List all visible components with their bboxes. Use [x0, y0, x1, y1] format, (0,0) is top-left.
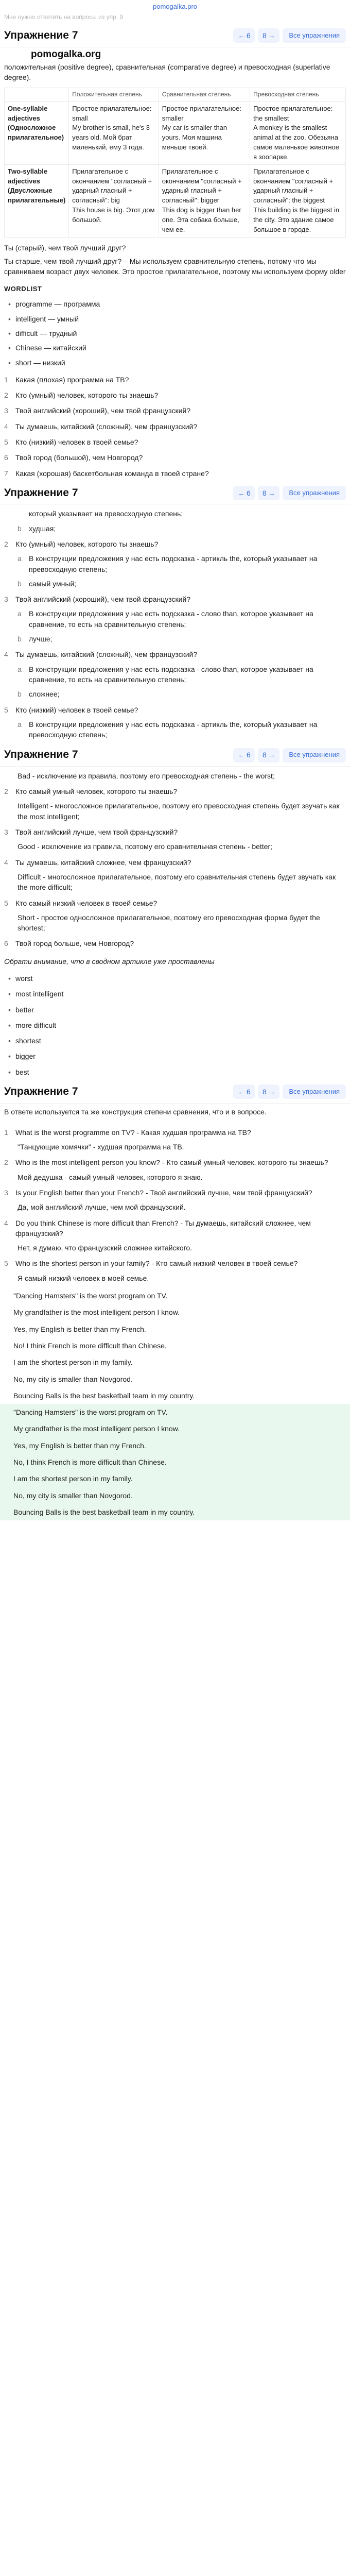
arrow-left-icon: ←	[237, 31, 245, 40]
item-text: No, my city is smaller than Novgorod.	[13, 1375, 133, 1383]
articles-note: Обрати внимание, что в сводном артикле уже проставлены	[4, 957, 215, 965]
next-exercise-button[interactable]	[258, 748, 279, 762]
item-number: 4	[4, 1218, 8, 1227]
list-item	[0, 1337, 350, 1354]
prev-exercise-button[interactable]	[233, 28, 255, 43]
item-text: No, I think French is more difficult than Chinese.	[13, 1458, 167, 1467]
all-exercises-button[interactable]: Все упражнения	[283, 486, 346, 500]
item-text: Do you think Chinese is more difficult than French? - Ты думаешь, китайский сложнее, чем французский?	[15, 1218, 311, 1238]
item-text: Ты думаешь, китайский (сложный), чем французский?	[15, 422, 198, 431]
answer-question	[4, 1154, 346, 1170]
answer-text: Нет, я думаю, что французский сложнее китайского.	[18, 1244, 192, 1252]
prev-exercise-number: 6	[246, 751, 251, 759]
item-text: I am the shortest person in my family.	[13, 1475, 133, 1483]
hint-question	[4, 536, 346, 551]
list-item	[4, 372, 346, 387]
item-number: 1	[4, 1128, 8, 1137]
exercise-header	[0, 25, 350, 47]
answer-line	[4, 1200, 346, 1214]
explain-text: Short - простое односложное прилагательное, поэтому его превосходная форма будет the shortest;	[18, 913, 320, 933]
exercise-controls	[233, 748, 346, 762]
explain-line	[4, 910, 346, 936]
item-text: Кто (низкий) человек в твоей семье?	[15, 705, 138, 714]
list-item: • short — низкий	[8, 355, 346, 370]
hint-line	[4, 577, 346, 591]
top-note: Мне нужно ответить на вопросы из упр. 9	[4, 13, 124, 21]
forms-list	[0, 970, 350, 1081]
prev-exercise-button[interactable]	[233, 748, 255, 762]
table-cell: Прилагательное с окончанием "согласный + ударный гласный + согласный": big This house is big. Этот дом большой.	[69, 164, 159, 237]
table-header-row	[5, 88, 346, 101]
item-text: Yes, my English is better than my French.	[13, 1325, 146, 1333]
hints-block	[0, 504, 350, 744]
table-cell: Простое прилагательное: smaller My car is smaller than yours. Моя машина меньше твоей.	[159, 101, 250, 164]
explain-block	[0, 767, 350, 953]
final-list	[0, 1287, 350, 1404]
table-header-cell: Положительная степень	[69, 88, 159, 101]
exercise-title: Упражнение 7	[4, 749, 78, 761]
item-number: 7	[4, 469, 8, 478]
list-item	[0, 1504, 350, 1520]
exercise-title: Упражнение 7	[4, 29, 78, 42]
list-item: • Chinese — китайский	[8, 341, 346, 355]
item-text: Who is the most intelligent person you know? - Кто самый умный человек, которого ты знаешь?	[15, 1158, 328, 1167]
table-row	[5, 101, 346, 164]
list-item: • bigger	[8, 1048, 346, 1064]
item-text: Bouncing Balls is the best basketball team in my country.	[13, 1507, 195, 1516]
watermark-row	[0, 47, 350, 59]
answer-text: Мой дедушка - самый умный человек, которого я знаю.	[18, 1173, 203, 1181]
list-item	[4, 403, 346, 418]
item-text: Твой английский (хороший), чем твой французский?	[15, 595, 191, 604]
list-item: • difficult — трудный	[8, 326, 346, 341]
item-text: Кто (умный) человек, которого ты знаешь?	[15, 539, 159, 548]
prev-exercise-button[interactable]	[233, 486, 255, 500]
exercise-header	[0, 482, 350, 504]
exercise-title: Упражнение 7	[4, 486, 78, 499]
table-row	[5, 164, 346, 237]
table-cell: Прилагательное с окончанием "согласный + ударный гласный + согласный": the biggest This building is the biggest in the city. Это здание самое большое в городе.	[250, 164, 346, 237]
item-number: 2	[4, 1158, 8, 1167]
list-item: • best	[8, 1064, 346, 1080]
list-item: • worst	[8, 971, 346, 986]
item-text: "Dancing Hamsters" is the worst program on TV.	[13, 1292, 168, 1300]
hint-text: сложнее;	[29, 690, 60, 699]
exercise-header	[0, 744, 350, 766]
prev-exercise-number: 6	[246, 31, 251, 40]
arrow-right-icon: →	[268, 31, 275, 40]
item-number: 2	[4, 787, 8, 796]
hint-question	[4, 591, 346, 606]
item-text: Кто (низкий) человек в твоей семье?	[15, 438, 138, 447]
exercise-controls	[233, 486, 346, 500]
list-item	[0, 1321, 350, 1337]
next-exercise-number: 8	[262, 31, 267, 40]
table-header-cell: Сравнительная степень	[159, 88, 250, 101]
item-number: 4	[4, 422, 8, 431]
item-text: Твой город больше, чем Новгород?	[15, 939, 134, 948]
answer-line	[4, 1170, 346, 1184]
list-item: • most intelligent	[8, 986, 346, 1002]
arrow-right-icon: →	[268, 751, 275, 759]
answer-line	[4, 1241, 346, 1255]
exercise-header	[0, 1081, 350, 1103]
explain-question	[4, 935, 346, 951]
item-number: 6	[4, 453, 8, 462]
item-text: Какая (хорошая) баскетбольная команда в твоей стране?	[15, 469, 209, 478]
explain-line	[4, 769, 346, 783]
explain-line	[4, 839, 346, 854]
table-cell: Прилагательное с окончанием "согласный + ударный гласный + согласный": bigger This dog is bigger than her one. Эта собака больше, чем ее.	[159, 164, 250, 237]
hint-text: самый умный;	[29, 579, 77, 588]
question-lines	[0, 240, 350, 282]
hint-line	[4, 717, 346, 742]
explain-question	[4, 854, 346, 870]
next-exercise-number: 8	[262, 751, 267, 759]
item-text: Ты думаешь, китайский сложнее, чем французский?	[15, 858, 191, 867]
explain-text: Intelligent - многосложное прилагательное, поэтому его превосходная степень будет звучать как the most intelligent;	[18, 802, 340, 821]
arrow-left-icon: ←	[237, 751, 245, 759]
hint-letter: b	[18, 579, 22, 588]
hint-line	[4, 662, 346, 687]
question-line: Ты старше, чем твой лучший друг? – Мы используем сравнительную степень, потому что мы сравниваем возраст двух человек. Это простое прилагательное, поэтому мы используем форму older	[4, 257, 346, 276]
table-cell: Простое прилагательное: the smallest A monkey is the smallest animal at the zoo. Обезьяна самое маленькое животное в зоопарке.	[250, 101, 346, 164]
hint-text: В конструкции предложения у нас есть подсказка - артикль the, который указывает на превосходную степень;	[29, 554, 318, 573]
list-item: • programme — программа	[8, 297, 346, 311]
hint-line	[4, 606, 346, 632]
item-number: 6	[4, 939, 8, 948]
all-exercises-button[interactable]: Все упражнения	[283, 28, 346, 43]
exercise-controls	[233, 28, 346, 43]
explain-text: Good - исключение из правила, поэтому его сравнительная степень - better;	[18, 842, 273, 851]
item-text: My grandfather is the most intelligent person I know.	[13, 1425, 180, 1433]
list-item: • shortest	[8, 1033, 346, 1048]
answer-line	[4, 1140, 346, 1154]
list-item	[0, 1420, 350, 1437]
item-number: 3	[4, 1189, 8, 1197]
hint-letter: a	[18, 720, 22, 728]
next-exercise-number: 8	[262, 488, 267, 497]
all-exercises-button[interactable]: Все упражнения	[283, 1084, 346, 1099]
item-number: 3	[4, 828, 8, 837]
answers-intro-text: В ответе используется та же конструкция степени сравнения, что и в вопросе.	[4, 1107, 267, 1116]
table-row-head: One-syllable adjectives (Односложное прилагательное)	[5, 101, 69, 164]
item-number: 3	[4, 406, 8, 415]
answers-intro	[0, 1104, 350, 1122]
site-link[interactable]: pomogalka.pro	[153, 3, 197, 10]
list-item	[0, 1304, 350, 1320]
list-item	[0, 1371, 350, 1387]
hint-letter: a	[18, 665, 22, 673]
next-exercise-number: 8	[262, 1088, 267, 1096]
hint-text: В конструкции предложения у нас есть подсказка - слово than, которое указывает на сравнение, то есть на сравнительную степень;	[29, 609, 313, 629]
next-exercise-button[interactable]	[258, 1084, 279, 1099]
item-number: 4	[4, 858, 8, 867]
item-text: Твой английский лучше, чем твой французский?	[15, 828, 178, 837]
intro-text: положительная (positive degree), сравнительная (comparative degree) и превосходная (superlative degree).	[4, 62, 330, 81]
item-number: 4	[4, 650, 8, 659]
hint-line	[4, 551, 346, 577]
hint-line	[4, 632, 346, 646]
list-item: • intelligent — умный	[8, 312, 346, 326]
item-number: 5	[4, 705, 8, 714]
arrow-right-icon: →	[268, 488, 275, 497]
item-text: Твой английский (хороший), чем твой французский?	[15, 406, 191, 415]
hint-text: В конструкции предложения у нас есть подсказка - артикль the, который указывает на превосходную степень;	[29, 720, 318, 739]
arrow-left-icon: ←	[237, 1088, 245, 1096]
degrees-table	[4, 88, 346, 237]
item-text: No! I think French is more difficult than Chinese.	[13, 1341, 167, 1350]
hint-line	[4, 521, 346, 536]
exercise-title: Упражнение 7	[4, 1086, 78, 1098]
list-item	[0, 1354, 350, 1370]
hint-letter: b	[18, 690, 22, 699]
list-item	[4, 387, 346, 403]
table-cell: Простое прилагательное: small My brother is small, he's 3 years old. Мой брат маленький, ему 3 года.	[69, 101, 159, 164]
hint-line	[4, 506, 346, 521]
table-header-cell	[5, 88, 69, 101]
item-number: 2	[4, 539, 8, 548]
item-text: My grandfather is the most intelligent person I know.	[13, 1308, 180, 1317]
hint-line	[4, 687, 346, 701]
item-number: 3	[4, 595, 8, 604]
hint-text: В конструкции предложения у нас есть подсказка - слово than, которое указывает на сравнение, то есть на сравнительную степень;	[29, 665, 313, 684]
wordlist-title: WORDLIST	[4, 284, 42, 293]
item-text: Is your English better than your French? - Твой английский лучше, чем твой французский?	[15, 1189, 312, 1197]
explain-line	[4, 799, 346, 824]
all-exercises-button[interactable]: Все упражнения	[283, 748, 346, 762]
list-item	[4, 434, 346, 450]
watermark: pomogalka.org	[31, 48, 101, 60]
explain-question	[4, 895, 346, 910]
list-item	[4, 450, 346, 465]
list-item	[0, 1454, 350, 1470]
explain-question	[4, 824, 346, 839]
list-item	[4, 466, 346, 481]
table-row-head: Two-syllable adjectives (Двусложные прилагательные)	[5, 164, 69, 237]
explain-question	[4, 783, 346, 799]
prev-exercise-number: 6	[246, 488, 251, 497]
arrow-left-icon: ←	[237, 488, 245, 497]
hint-text: худшая;	[29, 524, 56, 533]
item-text: Кто самый низкий человек в твоей семье?	[15, 899, 157, 907]
list-item: • more difficult	[8, 1018, 346, 1033]
list-item	[0, 1287, 350, 1304]
task-list	[0, 371, 350, 482]
item-number: 5	[4, 438, 8, 447]
explain-line	[4, 870, 346, 895]
answer-text: Да, мой английский лучше, чем мой французский.	[18, 1203, 186, 1212]
explain-text: Difficult - многосложное прилагательное, поэтому его сравнительная степень будет звучать как the more difficult;	[18, 872, 336, 892]
question-line: Ты (старый), чем твой лучший друг?	[4, 243, 126, 252]
answer-text: "Танцующие хомячки" - худшая программа на ТВ.	[18, 1143, 184, 1151]
list-item	[0, 1387, 350, 1404]
hint-question	[4, 702, 346, 717]
answer-line	[4, 1271, 346, 1285]
answer-question	[4, 1215, 346, 1241]
item-text: Who is the shortest person in your family? - Кто самый низкий человек в твоей семье?	[15, 1259, 298, 1268]
item-number: 5	[4, 1259, 8, 1268]
item-text: Кто (умный) человек, которого ты знаешь?	[15, 391, 159, 400]
arrow-right-icon: →	[268, 1088, 275, 1096]
item-text: Какая (плохая) программа на ТВ?	[15, 375, 129, 384]
list-item	[0, 1470, 350, 1487]
item-text: Твой город (большой), чем Новгород?	[15, 453, 143, 462]
item-text: "Dancing Hamsters" is the worst program on TV.	[13, 1408, 168, 1417]
final-green-list	[0, 1404, 350, 1520]
next-exercise-button[interactable]	[258, 28, 279, 43]
hint-question	[4, 646, 346, 662]
list-item	[0, 1487, 350, 1504]
answer-text: Я самый низкий человек в моей семье.	[18, 1274, 149, 1282]
list-item	[0, 1437, 350, 1454]
answer-question	[4, 1184, 346, 1200]
item-text: I am the shortest person in my family.	[13, 1358, 133, 1367]
next-exercise-button[interactable]	[258, 486, 279, 500]
item-text: Yes, my English is better than my French.	[13, 1441, 146, 1450]
hint-letter: a	[18, 554, 22, 563]
explain-text: Bad - исключение из правила, поэтому его превосходная степень - the worst;	[18, 771, 275, 780]
answer-question	[4, 1255, 346, 1270]
item-text: No, my city is smaller than Novgorod.	[13, 1491, 133, 1500]
prev-exercise-button[interactable]	[233, 1084, 255, 1099]
list-item: • better	[8, 1002, 346, 1018]
item-text: What is the worst programme on TV? - Какая худшая программа на ТВ?	[15, 1128, 251, 1137]
answer-question	[4, 1124, 346, 1140]
hint-letter: a	[18, 609, 22, 618]
wordlist	[0, 296, 350, 370]
prev-exercise-number: 6	[246, 1088, 251, 1096]
item-text: Bouncing Balls is the best basketball team in my country.	[13, 1391, 195, 1400]
list-item	[0, 1404, 350, 1420]
hint-letter	[18, 509, 25, 519]
item-number: 5	[4, 899, 8, 907]
item-number: 1	[4, 375, 8, 384]
hint-letter: b	[18, 635, 22, 643]
item-text: Кто самый умный человек, которого ты знаешь?	[15, 787, 178, 796]
item-text: Ты думаешь, китайский (сложный), чем французский?	[15, 650, 198, 659]
list-item	[4, 419, 346, 434]
hint-text: лучше;	[29, 635, 52, 643]
table-header-cell: Превосходная степень	[250, 88, 346, 101]
hint-text: который указывает на превосходную степень;	[29, 510, 183, 518]
exercise-controls	[233, 1084, 346, 1099]
hint-letter: b	[18, 524, 22, 533]
answers-block	[0, 1122, 350, 1287]
item-number: 2	[4, 391, 8, 400]
